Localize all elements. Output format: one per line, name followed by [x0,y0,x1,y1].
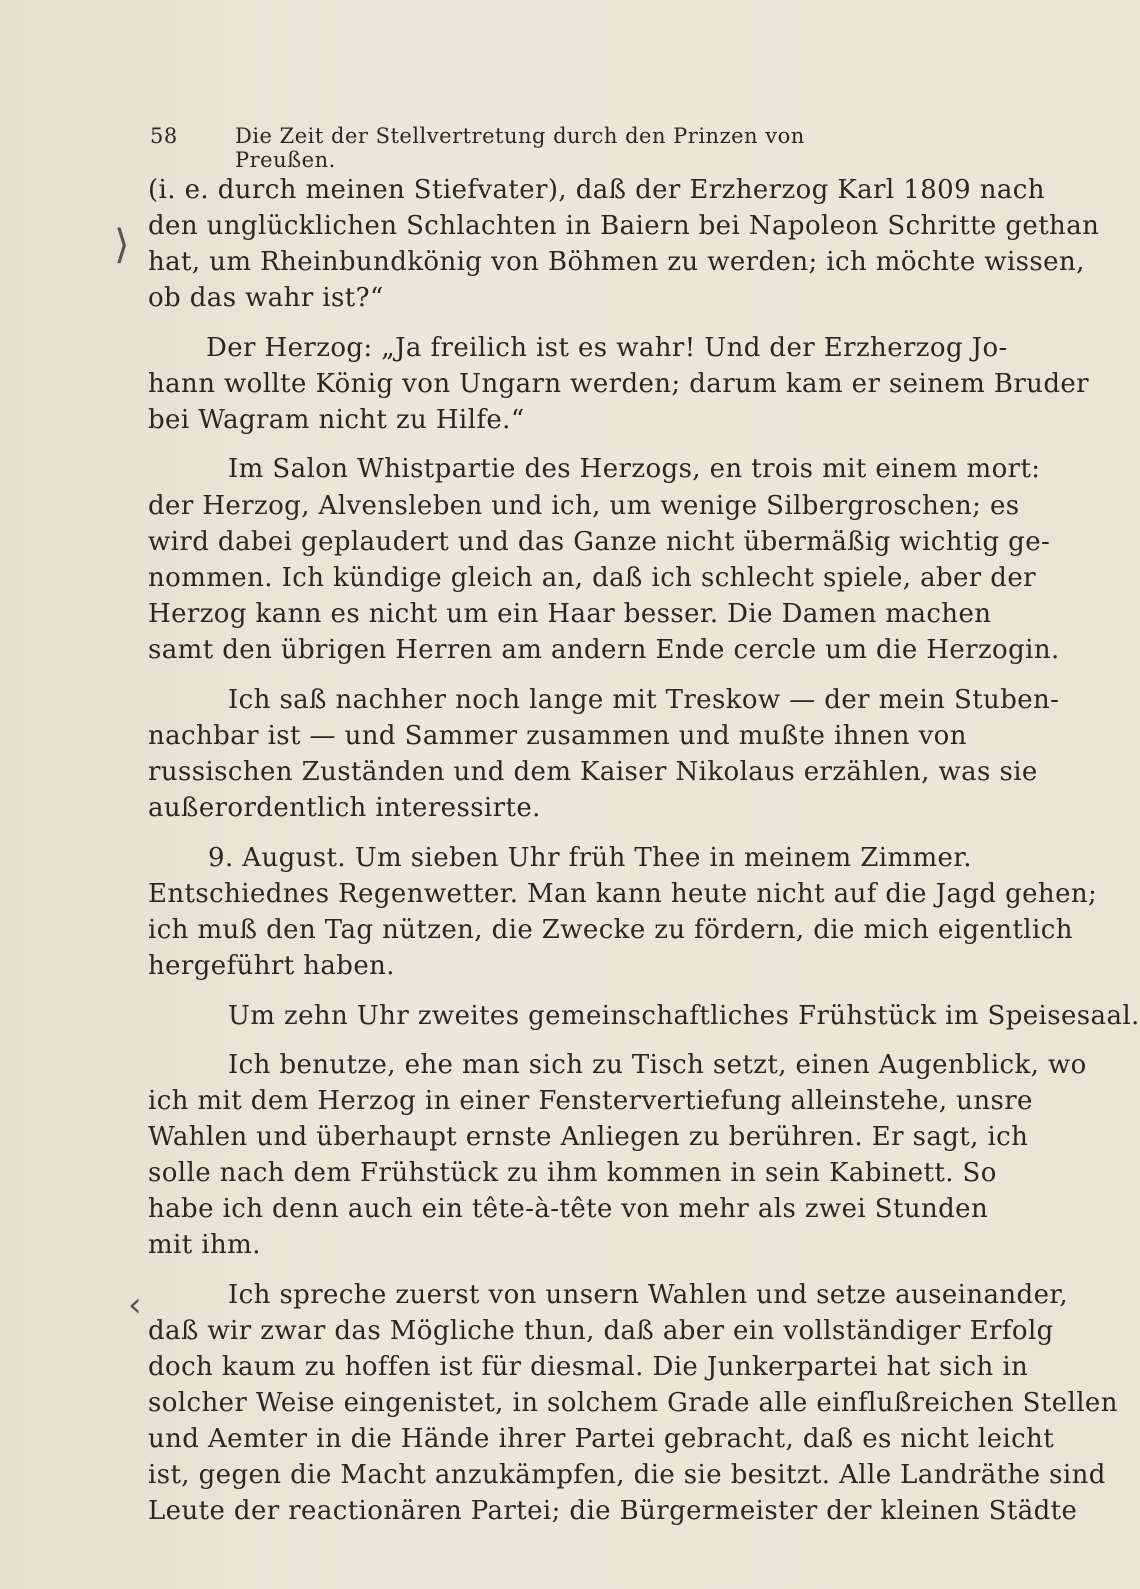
margin-angle-mark: ‹ [128,1285,142,1325]
text-line: Ich saß nachher noch lange mit Treskow — der mein Stuben- [228,685,1060,715]
text-line: nommen. Ich kündige gleich an, daß ich schlecht spiele, aber der [148,563,1036,593]
text-line: hat, um Rheinbundkönig von Böhmen zu werden; ich möchte wissen, [148,247,1085,277]
text-line: solle nach dem Frühstück zu ihm kommen in sein Kabinett. So [148,1158,997,1188]
text-line: Ich spreche zuerst von unsern Wahlen und setze auseinander, [228,1280,1069,1310]
text-line: samt den übrigen Herren am andern Ende cercle um die Herzogin. [148,635,1060,665]
text-line: (i. e. durch meinen Stiefvater), daß der Erzherzog Karl 1809 nach [148,175,1045,205]
page-number: 58 [150,124,178,148]
page-header [150,118,850,172]
text-line: Leute der reactionären Partei; die Bürgermeister der kleinen Städte [148,1496,1078,1526]
text-line: nachbar ist — und Sammer zusammen und mußte ihnen von [148,721,967,751]
margin-bracket-mark: ⟩ [114,222,130,268]
text-line: den unglücklichen Schlachten in Baiern bei Napoleon Schritte gethan [148,211,1100,241]
text-line: russischen Zuständen und dem Kaiser Nikolaus erzählen, was sie [148,757,1038,787]
text-line: hann wollte König von Ungarn werden; darum kam er seinem Bruder [148,369,1089,399]
text-line: Herzog kann es nicht um ein Haar besser. Die Damen machen [148,599,992,629]
text-line: Wahlen und überhaupt ernste Anliegen zu berühren. Er sagt, ich [148,1122,1029,1152]
text-line: solcher Weise eingenistet, in solchem Grade alle einflußreichen Stellen [148,1388,1118,1418]
text-line: bei Wagram nicht zu Hilfe.“ [148,405,525,435]
text-line: Ich benutze, ehe man sich zu Tisch setzt, einen Augenblick, wo [228,1050,1087,1080]
text-line: doch kaum zu hoffen ist für diesmal. Die Junkerpartei hat sich in [148,1352,1029,1382]
text-line: mit ihm. [148,1230,261,1260]
text-line: 9. August. Um sieben Uhr früh Thee in meinem Zimmer. [208,843,972,873]
text-line: daß wir zwar das Mögliche thun, daß aber ein vollständiger Erfolg [148,1316,1054,1346]
text-line: und Aemter in die Hände ihrer Partei gebracht, daß es nicht leicht [148,1424,1055,1454]
text-line: ob das wahr ist?“ [148,283,384,313]
text-line: ich muß den Tag nützen, die Zwecke zu fördern, die mich eigentlich [148,915,1073,945]
text-line: hergeführt haben. [148,951,395,981]
text-line: Der Herzog: „Ja freilich ist es wahr! Und der Erzherzog Jo- [206,333,1008,363]
text-line: ich mit dem Herzog in einer Fenstervertiefung alleinstehe, unsre [148,1086,1033,1116]
text-line: Im Salon Whistpartie des Herzogs, en trois mit einem mort: [228,454,1041,484]
text-line: Um zehn Uhr zweites gemeinschaftliches Frühstück im Speisesaal. [228,1001,1140,1031]
text-line: ist, gegen die Macht anzukämpfen, die sie besitzt. Alle Landräthe sind [148,1460,1106,1490]
text-line: wird dabei geplaudert und das Ganze nicht übermäßig wichtig ge- [148,527,1051,557]
text-line: Entschiednes Regenwetter. Man kann heute nicht auf die Jagd gehen; [148,879,1098,909]
text-line: habe ich denn auch ein tête-à-tête von mehr als zwei Stunden [148,1194,989,1224]
text-line: der Herzog, Alvensleben und ich, um wenige Silbergroschen; es [148,491,1020,521]
text-line: außerordentlich interessirte. [148,793,541,823]
running-title: Die Zeit der Stellvertretung durch den Prinzen von Preußen. [235,124,805,172]
